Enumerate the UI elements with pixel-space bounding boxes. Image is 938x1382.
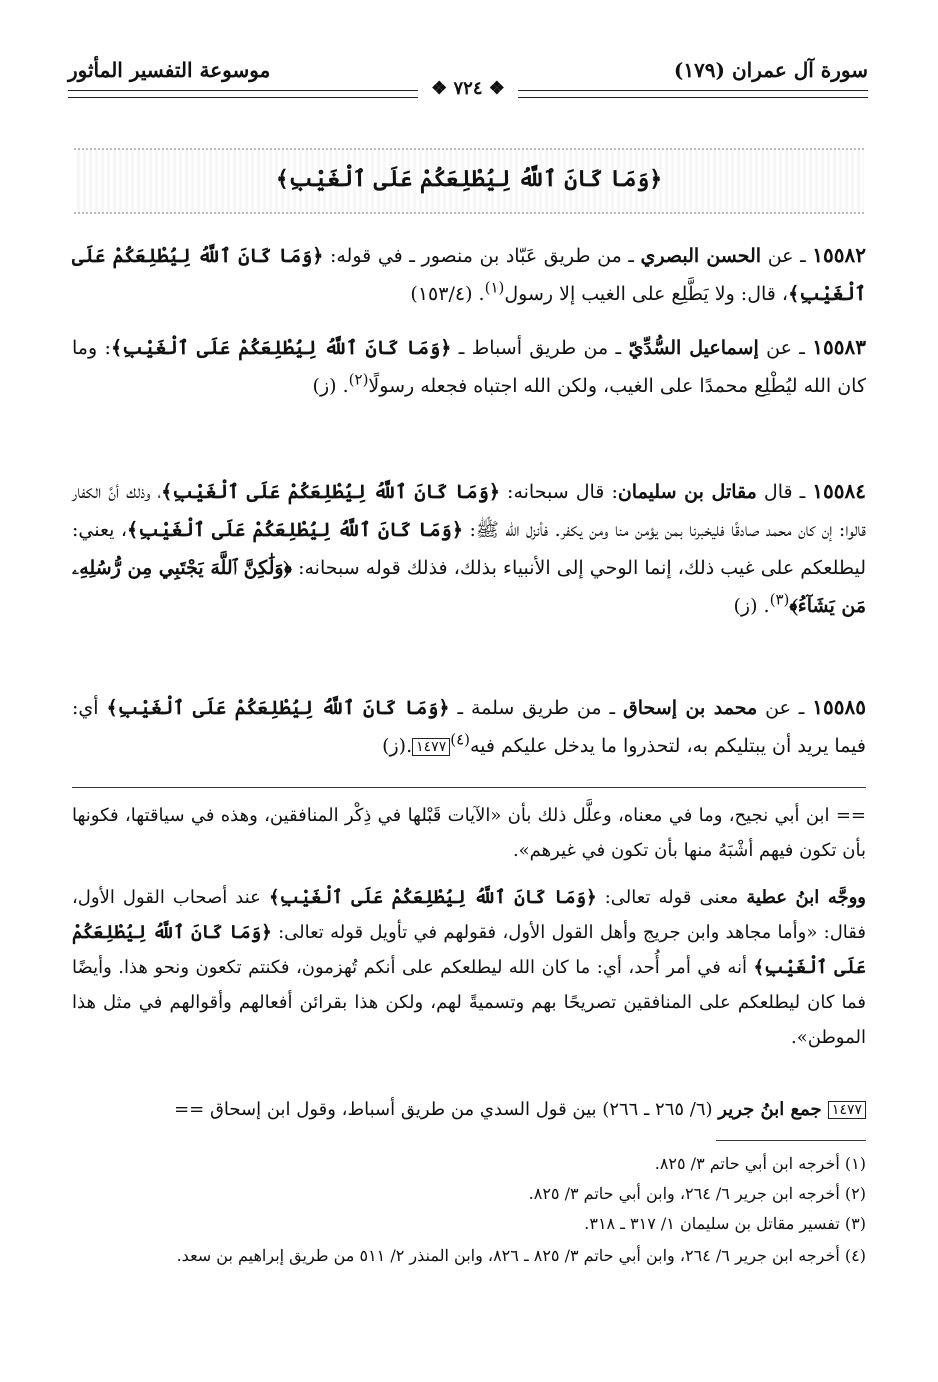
- commentary-author: ووجَّه ابنُ عطية: [746, 887, 866, 908]
- source-ref: .(ز): [382, 735, 413, 757]
- book-title: موسوعة التفسير المأثور: [68, 58, 271, 82]
- entry-text: ـ من طريق أسباط ـ: [451, 337, 629, 359]
- entry-number: ١٥٥٨٣: [812, 335, 866, 359]
- commentary-text: معنى قوله تعالى:: [596, 887, 747, 908]
- entry-text: ، وذلك أنَّ الكفار قالوا: إن كان محمد صادقًا فليخبرنا بمن يؤمن منا ومن يكفر. فأنزل الله ﷺ:: [72, 481, 866, 541]
- entry-15584: [72, 472, 866, 625]
- quran-quote: ﴿وَمَا كَانَ ٱللَّهُ لِيُطْلِعَكُمْ عَلَى ٱلْغَيْبِ﴾: [268, 887, 597, 908]
- page-number-value: ٧٢٤: [453, 78, 483, 99]
- commentary-box-number: ١٤٧٧: [828, 1101, 866, 1119]
- entry-15585: [72, 688, 866, 765]
- commentary-paragraph-3: [72, 1092, 866, 1127]
- narrator-name: الحسن البصري: [640, 245, 762, 267]
- verse-banner: [74, 148, 864, 214]
- commentary-text: عند أصحاب القول الأول، فقال: «وأما مجاهد وابن جريج وأهل القول الأول، فقولهم في تأويل قوله تعالى:: [72, 887, 866, 943]
- entry-text: ـ من طريق سلمة ـ: [449, 697, 623, 719]
- footnote-ref[interactable]: (١): [484, 278, 505, 297]
- footnote-1: (١) أخرجه ابن أبي حاتم ٣/ ٨٢٥.: [654, 1154, 866, 1173]
- entry-text: أي: فيما يريد أن يبتليكم به، لتحذروا ما يدخل عليكم فيه: [72, 697, 866, 757]
- entry-number: ١٥٥٨٤: [812, 479, 866, 503]
- verse-banner-text: ﴿وَمَا كَانَ ٱللَّهُ لِيُطْلِعَكُمْ عَلَى ٱلْغَيْبِ﴾: [275, 166, 663, 192]
- entry-text: ـ قال: [756, 481, 813, 503]
- entry-text: : قال سبحانه:: [499, 481, 618, 503]
- commentary-paragraph-2: [72, 880, 866, 1055]
- entry-text: ـ عن: [758, 337, 813, 359]
- quran-quote: ﴿وَمَا كَانَ ٱللَّهُ لِيُطْلِعَكُمْ عَلَى ٱلْغَيْبِ﴾: [127, 519, 463, 541]
- narrator-name: محمد بن إسحاق: [623, 697, 758, 719]
- entry-text: : وما كان الله ليُطْلِع محمدًا على الغيب، ولكن الله اجتباه فجعله رسولًا: [72, 337, 866, 397]
- entry-number: ١٥٥٨٥: [812, 695, 866, 719]
- footnote-4: (٤) أخرجه ابن جرير ٦/ ٢٦٤، وابن أبي حاتم ٣/ ٨٢٥ ـ ٨٢٦، وابن المنذر ٢/ ٥١١ من طريق إبراهيم بن سعد.: [176, 1246, 866, 1265]
- narrator-name: مقاتل بن سليمان: [617, 481, 757, 503]
- entry-15582: [72, 236, 866, 313]
- source-ref: . (ز): [312, 375, 349, 397]
- commentary-author: جمع ابنُ جرير: [718, 1099, 828, 1120]
- footnote-ref[interactable]: (٢): [348, 370, 369, 389]
- commentary-text: (٦/ ٢٦٥ ـ ٢٦٦) بين قول السدي من طريق أسباط، وقول ابن إسحاق ==: [174, 1099, 719, 1120]
- commentary-text: == ابن أبي نجيح، وما في معناه، وعلَّل ذلك بأن «الآيات قَبْلها في ذِكْر المنافقين، وهذه في سياقتها، فكونها بأن تكون فيهم أشْبَهُ منها بأن تكون في غيرهم».: [72, 805, 866, 861]
- entry-text: ـ من طريق عَبّاد بن منصور ـ في قوله:: [323, 245, 641, 267]
- page-number: ❖ ٧٢٤ ❖: [418, 78, 518, 99]
- narrator-name: إسماعيل السُّدِّيّ: [628, 337, 759, 359]
- quran-quote: ﴿وَمَا كَانَ ٱللَّهُ لِيُطْلِعَكُمْ عَلَى ٱلْغَيْبِ﴾: [161, 481, 500, 503]
- footnote-3: (٣) تفسير مقاتل بن سليمان ١/ ٣١٧ ـ ٣١٨.: [584, 1214, 866, 1233]
- quran-quote: ﴿وَمَا كَانَ ٱللَّهُ لِيُطْلِعَكُمْ عَلَى ٱلْغَيْبِ﴾: [110, 337, 452, 359]
- quran-quote: ﴿وَمَا كَانَ ٱللَّهُ لِيُطْلِعَكُمْ عَلَى ٱلْغَيْبِ﴾: [72, 245, 866, 305]
- running-header: [68, 56, 868, 99]
- commentary-box-number[interactable]: ١٤٧٧: [412, 738, 450, 756]
- footnote-separator: [716, 1140, 866, 1141]
- footnote-ref[interactable]: (٣): [769, 590, 790, 609]
- entry-text: ، قال: ولا يَطَّلِع على الغيب إلا رسول: [504, 283, 789, 305]
- source-ref: . (ز): [733, 595, 770, 617]
- quran-quote: ﴿وَلَٰكِنَّ ٱللَّهَ يَجْتَبِي مِن رُّسُلِهِۦ مَن يَشَآءُ﴾: [72, 557, 866, 617]
- entry-text: ـ عن: [757, 697, 813, 719]
- quran-quote: ﴿وَمَا كَانَ ٱللَّهُ لِيُطْلِعَكُمْ عَلَى ٱلْغَيْبِ﴾: [106, 697, 450, 719]
- footnote-2: (٢) أخرجه ابن جرير ٦/ ٢٦٤، وابن أبي حاتم ٣/ ٨٢٥.: [528, 1184, 866, 1203]
- entry-text: ـ عن: [761, 245, 813, 267]
- commentary-paragraph-1: [72, 798, 866, 868]
- entry-number: ١٥٥٨٢: [812, 243, 866, 267]
- entry-text: ، يعني: ليطلعكم على غيب ذلك، إنما الوحي إلى الأنبياء بذلك، فذلك قوله سبحانه:: [72, 519, 866, 579]
- quran-quote: ﴿وَمَا كَانَ ٱللَّهُ لِيُطْلِعَكُمْ عَلَى ٱلْغَيْبِ﴾: [72, 922, 866, 978]
- surah-title: سورة آل عمران (١٧٩): [673, 58, 868, 82]
- entry-15583: [72, 328, 866, 405]
- commentary-text: أنه في أمر أُحد، أي: ما كان الله ليطلعكم على أنكم تُهزمون، فكنتم تكعون ونحو هذا. وأيضًا فما كان ليطلعكم على المنافقين تصريحًا بهم وتسميةً لهم، ولكن هذا بقرائن أفعالهم وأقوالهم في مثل هذا الموطن».: [72, 957, 866, 1048]
- commentary-separator: [72, 787, 866, 788]
- source-ref: . (١٥٣/٤): [410, 283, 485, 305]
- footnote-ref[interactable]: (٤): [450, 730, 470, 749]
